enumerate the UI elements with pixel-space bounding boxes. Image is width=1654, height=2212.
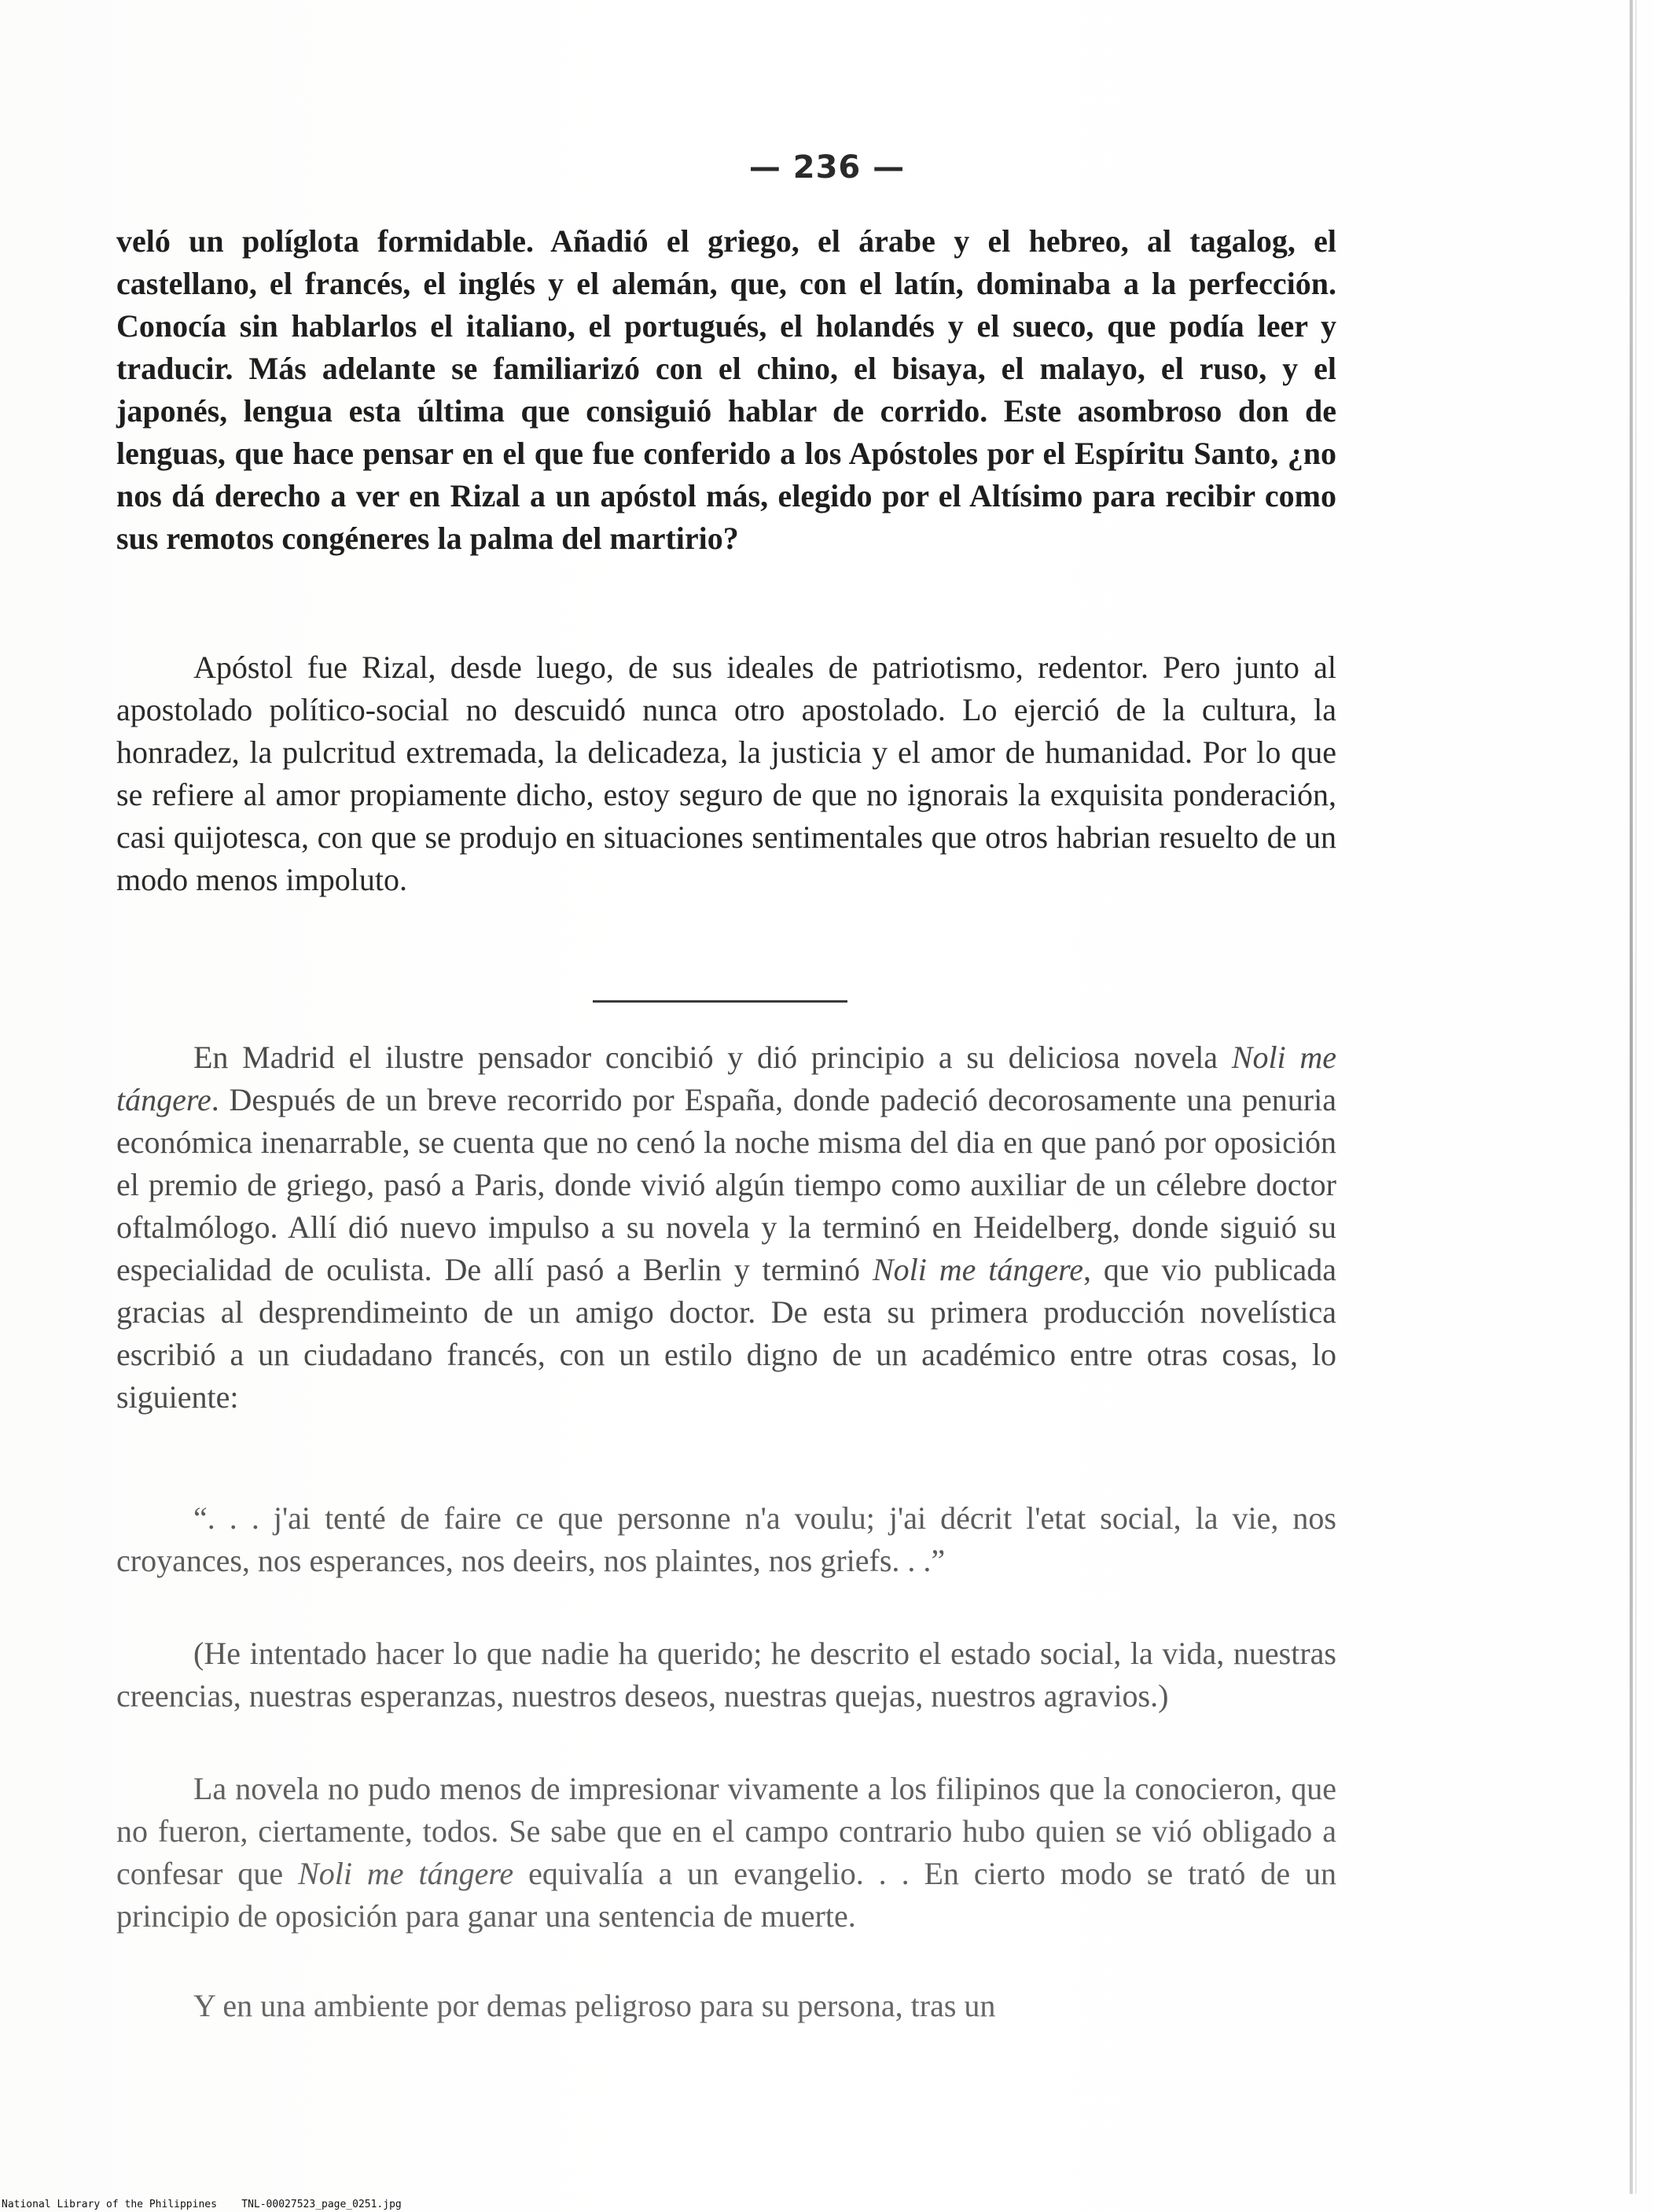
quote-french <box>116 1497 1336 1582</box>
page-edge-line <box>1635 0 1637 2194</box>
book-title: Noli me tángere <box>116 1040 1337 1117</box>
quote-spanish-translation <box>116 1632 1336 1717</box>
paragraph-text: veló un políglota formidable. Añadió el griego, el árabe y el hebreo, al tagalog, el castellano, el francés, el inglés y el alemán, que, con el latín, dominaba a la perfección. Conocía sin hablarlos el italiano, el portugués, el holandés y el sueco, que podía leer y traducir. Más adelante se familiarizó con el chino, el bisaya, el malayo, el ruso, y el japonés, lengua esta última que consiguió hablar de corrido. Este asombroso don de lenguas, que hace pensar en el que fue conferido a los Apóstoles por el Espíritu Santo, ¿no nos dá derecho a ver en Rizal a un apóstol más, elegido por el Altísimo para recibir como sus remotos congéneres la palma del martirio? <box>116 223 1336 556</box>
paragraph-text: . Después de un breve recorrido por España, donde padeció decorosamente una penuria económica inenarrable, se cuenta que no cenó la noche misma del dia en que panó por oposición el premio de griego, pasó a Paris, donde vivió algún tiempo como auxiliar de un célebre doctor oftalmólogo. Allí dió nuevo impulso a su novela y la terminó en Heidelberg, donde siguió su especialidad de oculista. De allí pasó a Berlin y terminó <box>116 1082 1336 1287</box>
paragraph-text: equivalía a un evangelio. . . En cierto modo se trató de un principio de oposición para ganar una sentencia de muerte. <box>116 1856 1337 1934</box>
section-divider <box>593 1000 847 1003</box>
paragraph-text: En Madrid el ilustre pensador concibió y dió principio a su deliciosa novela <box>193 1040 1232 1075</box>
paragraph-novel-impact <box>116 1768 1336 1938</box>
paragraph-continued <box>116 1985 1336 2027</box>
library-name: National Library of the Philippines <box>2 2199 217 2210</box>
book-title: Noli me tángere <box>872 1252 1083 1287</box>
page-edge-shadow <box>1630 0 1633 2194</box>
paragraph-text: Y en una ambiente por demas peligroso para su persona, tras un <box>193 1988 996 2023</box>
file-name: TNL-00027523_page_0251.jpg <box>241 2199 402 2210</box>
paragraph-madrid <box>116 1036 1336 1419</box>
scan-footer <box>2 2199 402 2210</box>
paragraph-text: La novela no pudo menos de impresionar vivamente a los filipinos que la conocieron, que no fueron, ciertamente, todos. Se sabe que en el campo contrario hubo quien se vió obligado a confesar que <box>116 1771 1336 1891</box>
paragraph-polyglot <box>116 220 1336 560</box>
quote-text: (He intentado hacer lo que nadie ha querido; he descrito el estado social, la vida, nuestras creencias, nuestras esperanzas, nuestros deseos, nuestras quejas, nuestros agravios.) <box>116 1636 1336 1713</box>
paragraph-text: Apóstol fue Rizal, desde luego, de sus ideales de patriotismo, redentor. Pero junto al apostolado político-social no descuidó nunca otro apostolado. Lo ejerció de la cultura, la honradez, la pulcritud extremada, la delicadeza, la justicia y el amor de humanidad. Por lo que se refiere al amor propiamente dicho, estoy seguro de que no ignorais la exquisita ponderación, casi quijotesca, con que se produjo en situaciones sentimentales que otros habrian resuelto de un modo menos impoluto. <box>116 650 1336 897</box>
paragraph-apostle <box>116 646 1336 901</box>
paragraph-text: , que vio publicada gracias al desprendimeinto de un amigo doctor. De esta su primera producción novelística escribió a un ciudadano francés, con un estilo digno de un académico entre otras cosas, lo siguiente: <box>116 1252 1337 1415</box>
quote-text: “. . . j'ai tenté de faire ce que personne n'a voulu; j'ai décrit l'etat social, la vie, nos croyances, nos esperances, nos deeirs, nos plaintes, nos griefs. . .” <box>116 1500 1336 1578</box>
page-number: — 236 — <box>748 149 906 186</box>
book-title: Noli me tángere <box>298 1856 514 1891</box>
